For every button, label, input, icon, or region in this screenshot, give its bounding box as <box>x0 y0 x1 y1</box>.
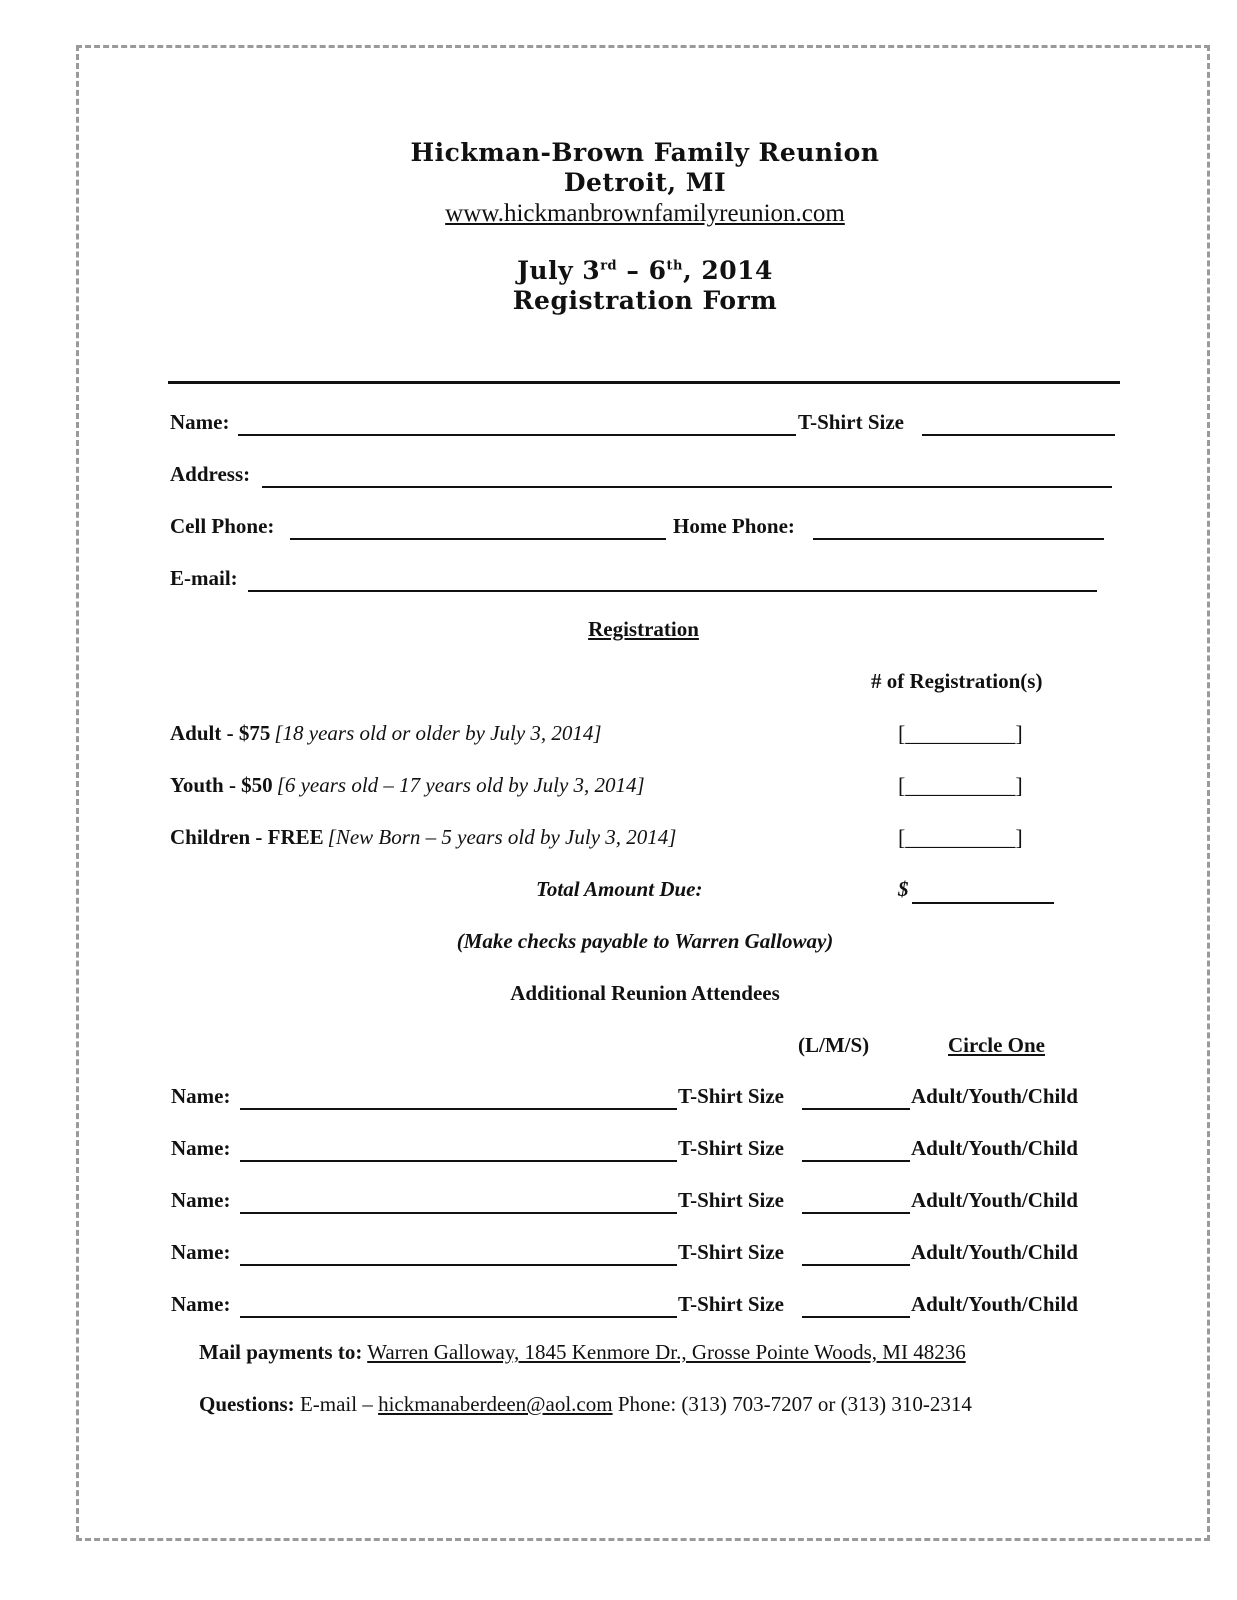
date-end: – 6 <box>617 256 667 285</box>
circle-one-header: Circle One <box>948 1033 1046 1057</box>
cell-phone-label: Cell Phone: <box>170 514 275 538</box>
attendee-name-label: Name: <box>171 1240 231 1264</box>
attendee-category-options[interactable]: Adult/Youth/Child <box>911 1188 1078 1212</box>
questions-label: Questions: <box>199 1392 295 1416</box>
attendee-name-field[interactable] <box>240 1160 677 1162</box>
attendee-name-field[interactable] <box>240 1264 677 1266</box>
date-start: July 3 <box>517 256 601 285</box>
adult-note: [18 years old or older by July 3, 2014] <box>274 721 602 745</box>
attendee-tshirt-label: T-Shirt Size <box>678 1084 784 1108</box>
attendee-name-label: Name: <box>171 1084 231 1108</box>
registration-count-header: # of Registration(s) <box>871 669 1043 693</box>
attendee-category-options[interactable]: Adult/Youth/Child <box>911 1084 1078 1108</box>
name-label: Name: <box>170 410 230 434</box>
size-options-header: (L/M/S) <box>798 1033 870 1057</box>
attendee-tshirt-label: T-Shirt Size <box>678 1136 784 1160</box>
attendee-name-field[interactable] <box>240 1316 677 1318</box>
registration-row-youth <box>170 773 645 798</box>
header-rule <box>168 381 1120 384</box>
registration-heading: Registration <box>588 617 699 641</box>
registration-row-children <box>170 825 676 850</box>
mail-address: Warren Galloway, 1845 Kenmore Dr., Grosse Pointe Woods, MI 48236 <box>367 1340 966 1364</box>
attendee-tshirt-field[interactable] <box>802 1160 910 1162</box>
tshirt-label: T-Shirt Size <box>798 410 904 434</box>
attendee-tshirt-field[interactable] <box>802 1108 910 1110</box>
date-start-suffix: rd <box>600 258 618 274</box>
children-count-field[interactable]: [__________] <box>898 825 1023 850</box>
address-label: Address: <box>170 462 251 486</box>
children-note: [New Born – 5 years old by July 3, 2014] <box>327 825 677 849</box>
adult-count-field[interactable]: [__________] <box>898 721 1023 746</box>
attendee-tshirt-field[interactable] <box>802 1212 910 1214</box>
cell-phone-field[interactable] <box>290 538 666 540</box>
attendee-tshirt-label: T-Shirt Size <box>678 1292 784 1316</box>
checks-payable-note: (Make checks payable to Warren Galloway) <box>456 929 834 953</box>
attendee-tshirt-label: T-Shirt Size <box>678 1240 784 1264</box>
name-field[interactable] <box>238 434 796 436</box>
total-amount-field[interactable] <box>912 902 1054 904</box>
mail-payments-label: Mail payments to: <box>199 1340 363 1364</box>
attendee-category-options[interactable]: Adult/Youth/Child <box>911 1240 1078 1264</box>
attendee-category-options[interactable]: Adult/Youth/Child <box>911 1292 1078 1316</box>
website-link[interactable]: www.hickmanbrownfamilyreunion.com <box>445 200 845 227</box>
date-end-suffix: th <box>666 258 683 274</box>
document-title: Hickman-Brown Family Reunion <box>410 138 880 167</box>
total-dollar-sign: $ <box>898 877 909 901</box>
attendee-name-label: Name: <box>171 1292 231 1316</box>
registration-row-adult <box>170 721 602 746</box>
tshirt-field[interactable] <box>922 434 1115 436</box>
attendees-heading: Additional Reunion Attendees <box>510 981 780 1005</box>
questions-line <box>199 1392 972 1417</box>
attendee-name-label: Name: <box>171 1188 231 1212</box>
youth-note: [6 years old – 17 years old by July 3, 2014] <box>276 773 645 797</box>
city: Detroit, MI <box>563 168 727 197</box>
youth-label: Youth - $50 <box>170 773 273 797</box>
attendee-tshirt-label: T-Shirt Size <box>678 1188 784 1212</box>
home-phone-field[interactable] <box>813 538 1104 540</box>
attendee-tshirt-field[interactable] <box>802 1264 910 1266</box>
event-dates <box>0 256 1237 285</box>
email-field[interactable] <box>248 590 1097 592</box>
contact-email-link[interactable]: hickmanaberdeen@aol.com <box>378 1392 613 1416</box>
address-field[interactable] <box>262 486 1112 488</box>
home-phone-label: Home Phone: <box>673 514 795 538</box>
contact-phone: Phone: (313) 703-7207 or (313) 310-2314 <box>617 1392 972 1416</box>
children-label: Children - FREE <box>170 825 324 849</box>
mail-payments-line <box>199 1340 966 1365</box>
attendee-category-options[interactable]: Adult/Youth/Child <box>911 1136 1078 1160</box>
attendee-name-field[interactable] <box>240 1108 677 1110</box>
email-label: E-mail: <box>170 566 238 590</box>
total-amount-label: Total Amount Due: <box>536 877 703 901</box>
adult-label: Adult - $75 <box>170 721 271 745</box>
form-title: Registration Form <box>512 286 778 315</box>
youth-count-field[interactable]: [__________] <box>898 773 1023 798</box>
email-prefix: E-mail – <box>299 1392 373 1416</box>
attendee-name-field[interactable] <box>240 1212 677 1214</box>
attendee-name-label: Name: <box>171 1136 231 1160</box>
date-year: , 2014 <box>682 256 773 285</box>
attendee-tshirt-field[interactable] <box>802 1316 910 1318</box>
